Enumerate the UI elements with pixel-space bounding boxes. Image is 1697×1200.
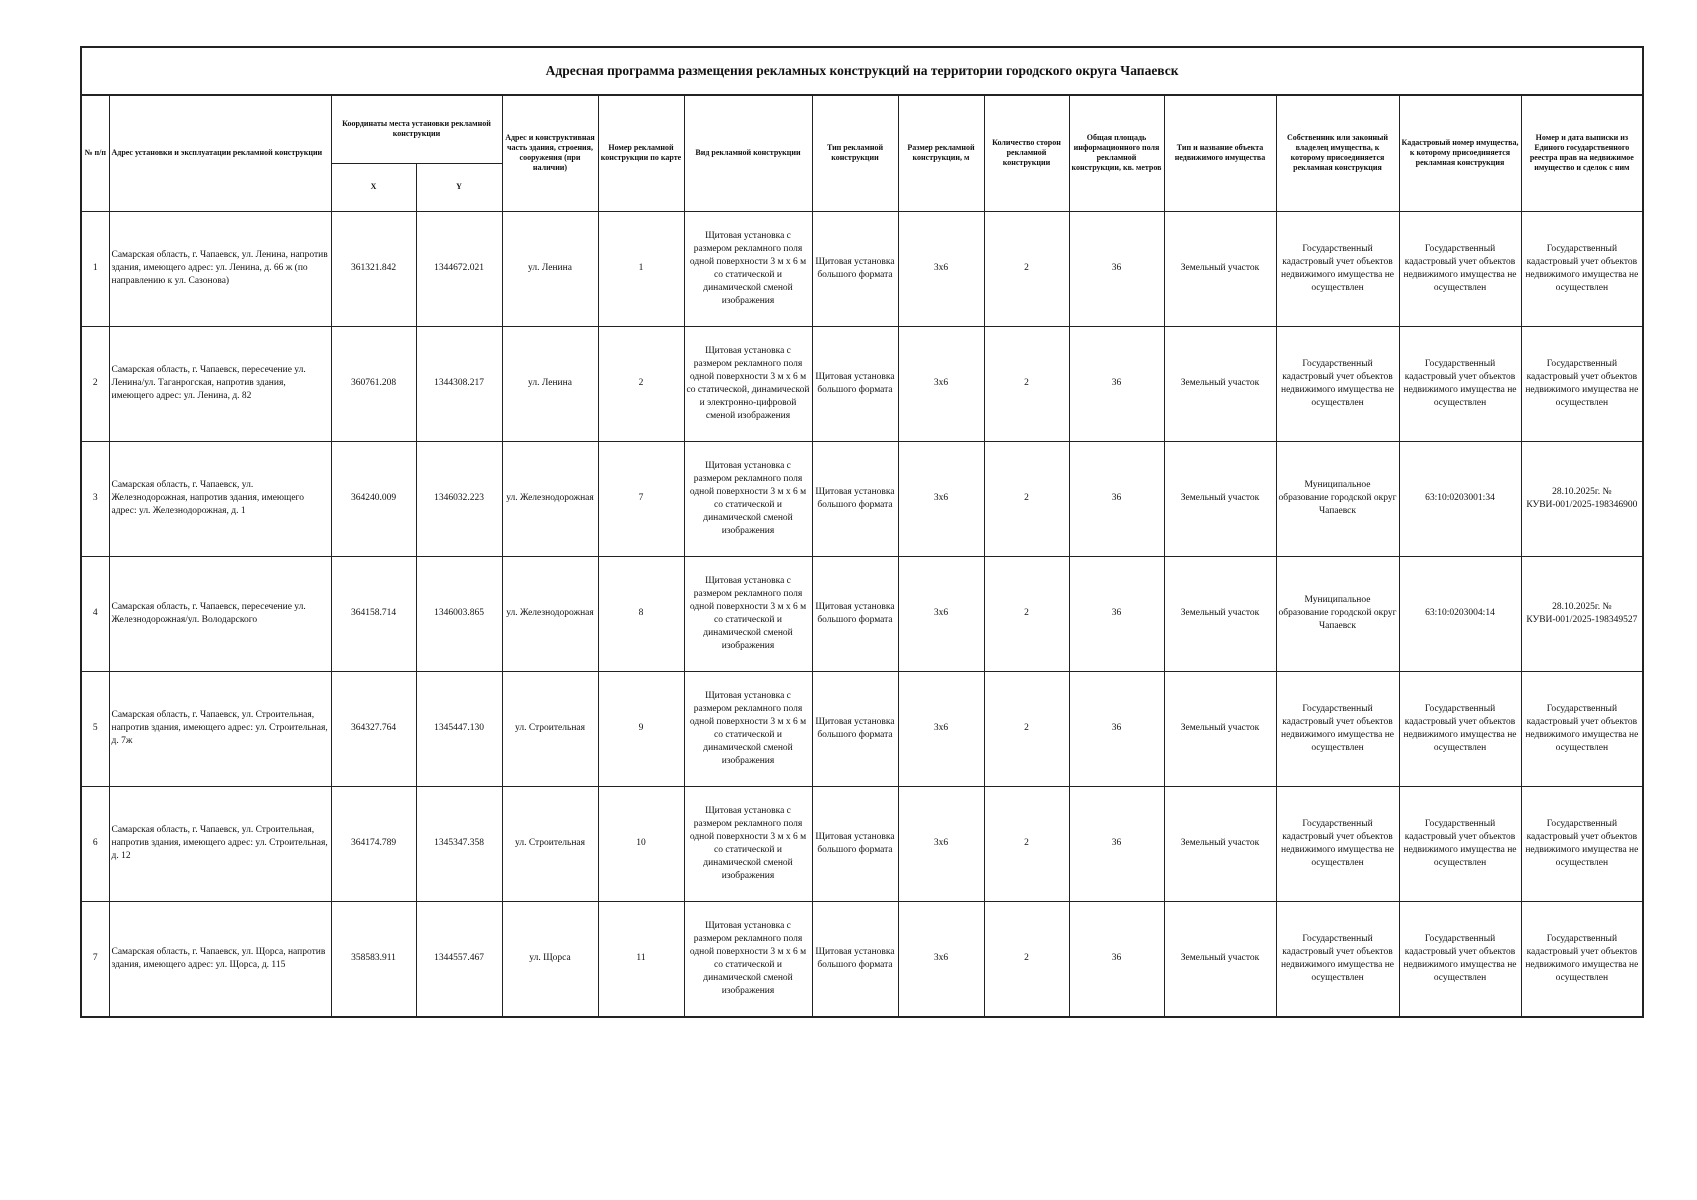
cell-owner: Государственный кадастровый учет объектов недвижимого имущества не осуществлен <box>1276 786 1399 901</box>
cell-kind: Щитовая установка с размером рекламного поля одной поверхности 3 м х 6 м со статической и динамической сменой изображения <box>684 671 812 786</box>
cell-map-no: 2 <box>598 326 684 441</box>
cell-egrn: Государственный кадастровый учет объектов недвижимого имущества не осуществлен <box>1521 671 1643 786</box>
cell-area: 36 <box>1069 441 1164 556</box>
cell-num: 4 <box>81 556 109 671</box>
cell-num: 5 <box>81 671 109 786</box>
cell-address: Самарская область, г. Чапаевск, ул. Железнодорожная, напротив здания, имеющего адрес: ул. Железнодорожная, д. 1 <box>109 441 331 556</box>
cell-area: 36 <box>1069 901 1164 1017</box>
cell-address: Самарская область, г. Чапаевск, ул. Ленина, напротив здания, имеющего адрес: ул. Ленина, д. 66 ж (по направлению к ул. Сазонова) <box>109 211 331 326</box>
cell-sides: 2 <box>984 441 1069 556</box>
cell-kind: Щитовая установка с размером рекламного поля одной поверхности 3 м х 6 м со статической и динамической сменой изображения <box>684 441 812 556</box>
header-type: Тип рекламной конструкции <box>812 95 898 211</box>
cell-building: ул. Ленина <box>502 326 598 441</box>
cell-size: 3х6 <box>898 901 984 1017</box>
header-area: Общая площадь информационного поля рекламной конструкции, кв. метров <box>1069 95 1164 211</box>
cell-type: Щитовая установка большого формата <box>812 901 898 1017</box>
cell-map-no: 7 <box>598 441 684 556</box>
header-x: X <box>331 163 416 211</box>
cell-kind: Щитовая установка с размером рекламного поля одной поверхности 3 м х 6 м со статической и динамической сменой изображения <box>684 786 812 901</box>
header-address: Адрес установки и эксплуатации рекламной конструкции <box>109 95 331 211</box>
header-property-type: Тип и название объекта недвижимого имущества <box>1164 95 1276 211</box>
table-row <box>81 671 1643 786</box>
cell-num: 1 <box>81 211 109 326</box>
cell-size: 3х6 <box>898 441 984 556</box>
cell-type: Щитовая установка большого формата <box>812 556 898 671</box>
cell-cadastral: 63:10:0203004:14 <box>1399 556 1521 671</box>
cell-x: 364327.764 <box>331 671 416 786</box>
header-coords: Координаты места установки рекламной конструкции <box>331 95 502 163</box>
cell-y: 1346003.865 <box>416 556 502 671</box>
header-map-no: Номер рекламной конструкции по карте <box>598 95 684 211</box>
cell-building: ул. Железнодорожная <box>502 441 598 556</box>
cell-owner: Государственный кадастровый учет объектов недвижимого имущества не осуществлен <box>1276 901 1399 1017</box>
cell-cadastral: Государственный кадастровый учет объектов недвижимого имущества не осуществлен <box>1399 211 1521 326</box>
cell-sides: 2 <box>984 556 1069 671</box>
table-row <box>81 211 1643 326</box>
header-owner: Собственник или законный владелец имущества, к которому присоединяется рекламная конструкция <box>1276 95 1399 211</box>
cell-area: 36 <box>1069 786 1164 901</box>
cell-property-type: Земельный участок <box>1164 556 1276 671</box>
cell-type: Щитовая установка большого формата <box>812 211 898 326</box>
cell-property-type: Земельный участок <box>1164 441 1276 556</box>
cell-egrn: 28.10.2025г. № КУВИ-001/2025-198349527 <box>1521 556 1643 671</box>
header-size: Размер рекламной конструкции, м <box>898 95 984 211</box>
header-sides: Количество сторон рекламной конструкции <box>984 95 1069 211</box>
cell-type: Щитовая установка большого формата <box>812 326 898 441</box>
cell-num: 6 <box>81 786 109 901</box>
cell-cadastral: Государственный кадастровый учет объектов недвижимого имущества не осуществлен <box>1399 326 1521 441</box>
cell-y: 1345447.130 <box>416 671 502 786</box>
cell-owner: Муниципальное образование городской округ Чапаевск <box>1276 441 1399 556</box>
header-cadastral: Кадастровый номер имущества, к которому присоединяется рекламная конструкция <box>1399 95 1521 211</box>
table-row <box>81 786 1643 901</box>
cell-y: 1345347.358 <box>416 786 502 901</box>
cell-cadastral: Государственный кадастровый учет объектов недвижимого имущества не осуществлен <box>1399 901 1521 1017</box>
cell-cadastral: Государственный кадастровый учет объектов недвижимого имущества не осуществлен <box>1399 786 1521 901</box>
cell-x: 358583.911 <box>331 901 416 1017</box>
cell-building: ул. Строительная <box>502 671 598 786</box>
cell-egrn: 28.10.2025г. № КУВИ-001/2025-198346900 <box>1521 441 1643 556</box>
cell-egrn: Государственный кадастровый учет объектов недвижимого имущества не осуществлен <box>1521 786 1643 901</box>
header-building: Адрес и конструктивная часть здания, строения, сооружения (при наличии) <box>502 95 598 211</box>
cell-y: 1344308.217 <box>416 326 502 441</box>
header-kind: Вид рекламной конструкции <box>684 95 812 211</box>
cell-area: 36 <box>1069 671 1164 786</box>
cell-sides: 2 <box>984 326 1069 441</box>
cell-address: Самарская область, г. Чапаевск, ул. Строительная, напротив здания, имеющего адрес: ул. Строительная, д. 12 <box>109 786 331 901</box>
cell-y: 1344672.021 <box>416 211 502 326</box>
cell-x: 364174.789 <box>331 786 416 901</box>
cell-x: 364240.009 <box>331 441 416 556</box>
table-row <box>81 326 1643 441</box>
cell-building: ул. Железнодорожная <box>502 556 598 671</box>
cell-address: Самарская область, г. Чапаевск, пересечение ул. Железнодорожная/ул. Володарского <box>109 556 331 671</box>
cell-building: ул. Щорса <box>502 901 598 1017</box>
cell-cadastral: 63:10:0203001:34 <box>1399 441 1521 556</box>
cell-owner: Государственный кадастровый учет объектов недвижимого имущества не осуществлен <box>1276 211 1399 326</box>
header-egrn: Номер и дата выписки из Единого государственного реестра прав на недвижимое имущество и сделок с ним <box>1521 95 1643 211</box>
cell-area: 36 <box>1069 326 1164 441</box>
document-sheet <box>80 46 1639 1018</box>
cell-property-type: Земельный участок <box>1164 901 1276 1017</box>
cell-sides: 2 <box>984 901 1069 1017</box>
cell-y: 1346032.223 <box>416 441 502 556</box>
header-y: Y <box>416 163 502 211</box>
cell-size: 3х6 <box>898 211 984 326</box>
cell-building: ул. Ленина <box>502 211 598 326</box>
cell-egrn: Государственный кадастровый учет объектов недвижимого имущества не осуществлен <box>1521 901 1643 1017</box>
cell-map-no: 11 <box>598 901 684 1017</box>
cell-type: Щитовая установка большого формата <box>812 786 898 901</box>
cell-property-type: Земельный участок <box>1164 211 1276 326</box>
table-row <box>81 901 1643 1017</box>
cell-building: ул. Строительная <box>502 786 598 901</box>
cell-sides: 2 <box>984 671 1069 786</box>
cell-type: Щитовая установка большого формата <box>812 441 898 556</box>
cell-cadastral: Государственный кадастровый учет объектов недвижимого имущества не осуществлен <box>1399 671 1521 786</box>
cell-size: 3х6 <box>898 556 984 671</box>
cell-kind: Щитовая установка с размером рекламного поля одной поверхности 3 м х 6 м со статической и динамической сменой изображения <box>684 211 812 326</box>
cell-sides: 2 <box>984 211 1069 326</box>
cell-map-no: 10 <box>598 786 684 901</box>
cell-x: 360761.208 <box>331 326 416 441</box>
cell-y: 1344557.467 <box>416 901 502 1017</box>
cell-map-no: 1 <box>598 211 684 326</box>
cell-kind: Щитовая установка с размером рекламного поля одной поверхности 3 м х 6 м со статической и динамической сменой изображения <box>684 901 812 1017</box>
cell-num: 3 <box>81 441 109 556</box>
cell-kind: Щитовая установка с размером рекламного поля одной поверхности 3 м х 6 м со статической и динамической сменой изображения <box>684 556 812 671</box>
cell-kind: Щитовая установка с размером рекламного поля одной поверхности 3 м х 6 м со статической, динамической и электронно-цифровой сменой изображения <box>684 326 812 441</box>
cell-egrn: Государственный кадастровый учет объектов недвижимого имущества не осуществлен <box>1521 211 1643 326</box>
cell-map-no: 8 <box>598 556 684 671</box>
cell-address: Самарская область, г. Чапаевск, пересечение ул. Ленина/ул. Таганрогская, напротив здания, имеющего адрес: ул. Ленина, д. 82 <box>109 326 331 441</box>
cell-num: 7 <box>81 901 109 1017</box>
table-row <box>81 441 1643 556</box>
cell-x: 361321.842 <box>331 211 416 326</box>
cell-owner: Государственный кадастровый учет объектов недвижимого имущества не осуществлен <box>1276 326 1399 441</box>
cell-property-type: Земельный участок <box>1164 326 1276 441</box>
table-row <box>81 556 1643 671</box>
cell-size: 3х6 <box>898 671 984 786</box>
address-program-table <box>80 46 1644 1018</box>
cell-num: 2 <box>81 326 109 441</box>
cell-area: 36 <box>1069 556 1164 671</box>
cell-size: 3х6 <box>898 326 984 441</box>
cell-property-type: Земельный участок <box>1164 671 1276 786</box>
cell-address: Самарская область, г. Чапаевск, ул. Щорса, напротив здания, имеющего адрес: ул. Щорса, д. 115 <box>109 901 331 1017</box>
cell-address: Самарская область, г. Чапаевск, ул. Строительная, напротив здания, имеющего адрес: ул. Строительная, д. 7ж <box>109 671 331 786</box>
cell-size: 3х6 <box>898 786 984 901</box>
header-num: № п/п <box>81 95 109 211</box>
document-title: Адресная программа размещения рекламных конструкций на территории городского округа Чапаевск <box>81 47 1643 95</box>
cell-x: 364158.714 <box>331 556 416 671</box>
cell-area: 36 <box>1069 211 1164 326</box>
cell-sides: 2 <box>984 786 1069 901</box>
cell-egrn: Государственный кадастровый учет объектов недвижимого имущества не осуществлен <box>1521 326 1643 441</box>
cell-map-no: 9 <box>598 671 684 786</box>
cell-property-type: Земельный участок <box>1164 786 1276 901</box>
cell-owner: Муниципальное образование городской округ Чапаевск <box>1276 556 1399 671</box>
table-body <box>81 211 1643 1017</box>
cell-type: Щитовая установка большого формата <box>812 671 898 786</box>
cell-owner: Государственный кадастровый учет объектов недвижимого имущества не осуществлен <box>1276 671 1399 786</box>
